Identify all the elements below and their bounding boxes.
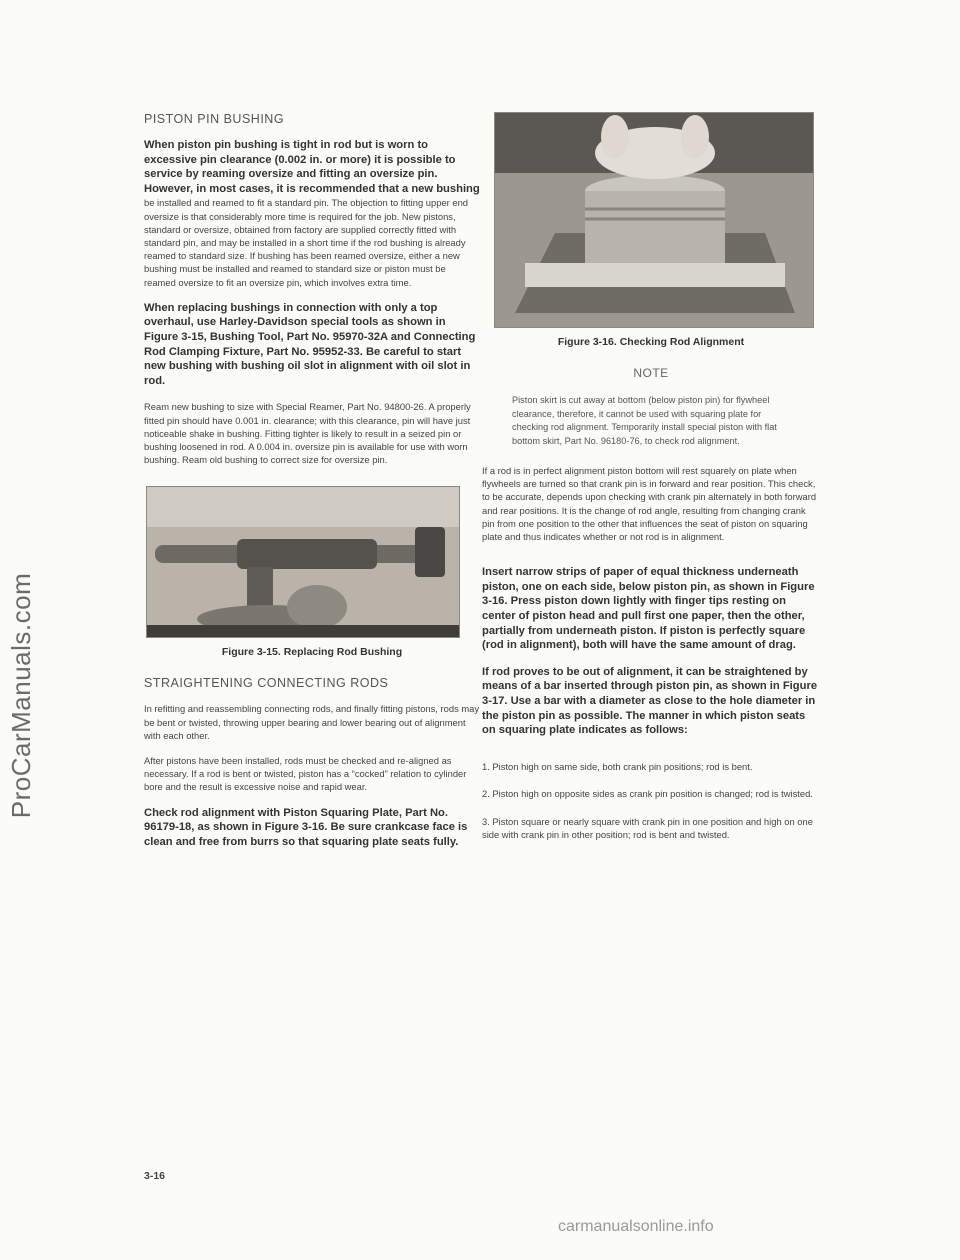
- right-column: [482, 112, 820, 856]
- rod-bushing-tool-illustration: [147, 487, 459, 637]
- figure-3-15-image: [146, 486, 460, 638]
- left-column: [144, 112, 480, 861]
- paragraph-refitting-rods: In refitting and reassembling connecting rods, and finally fitting pistons, rods may be bent or twisted, throwing upper bearing and lower bearing out of alignment with each other.: [144, 703, 480, 741]
- results-list: [482, 760, 820, 842]
- paragraph-straighten-rod: If rod proves to be out of alignment, it can be straightened by means of a bar inserted through piston pin, as shown in Figure 3-17. Use a bar with a diameter as close to the hole diameter in the piston pin as possible. The manner in which piston seats on squaring plate indicates as follows:: [482, 665, 818, 737]
- paragraph-bushing-fit: be installed and reamed to fit a standard pin. The objection to fitting upper end oversize is that considerably more time is required for the job. New pistons, standard or oversize, obtained from factory are supplied correctly fitted with standard pin, and may be installed in a short time if the rod bushing is already reamed to standard size. If bushing has been reamed oversize, either a new bushing must be installed and reamed to standard size or piston must be reamed oversize to fit an oversize pin, which involves extra time.: [144, 197, 469, 288]
- page-number: 3-16: [144, 1170, 166, 1182]
- figure-3-16-image: [494, 112, 814, 328]
- paragraph-perfect-alignment: If a rod is in perfect alignment piston bottom will rest squarely on plate when flywheels are turned so that crank pin is in forward and rear position. This check, to be accurate, depends upon checking with crank pin alternately in both forward and rear positions. It is the change of rod angle, resulting from changing crank pin from one position to the other that influences the seat of piston on squaring plate and thus indicates whether or not rod is in alignment.: [482, 465, 817, 543]
- piston-squaring-illustration: [495, 113, 813, 327]
- note-title: NOTE: [633, 366, 669, 380]
- paragraph-ream-bushing: Ream new bushing to size with Special Reamer, Part No. 94800-26. A properly fitted pin should have 0.001 in. clearance; with this clearance, pin will have just noticeable shake in bushing. Fitting tighter is likely to result in a seized pin or bushing loosened in rod. A 0.004 in. oversize pin is available for use with worn bushing. Ream old bushing to correct size for oversize pin.: [144, 401, 471, 466]
- paragraph-realign-rods: After pistons have been installed, rods must be checked and re-aligned as necessary. If a rod is bent or twisted, piston has a “cocked” relation to cylinder bore and the result is excessive noise and rapid wear.: [144, 754, 467, 793]
- paragraph-paper-strips: Insert narrow strips of paper of equal thickness underneath piston, one on each side, below piston pin, as shown in Figure 3-16. Press piston down lightly with finger tips resting on center of piston head and pull first one paper, then the other, partially from underneath piston. If piston is perfectly square (rod in alignment), both will have the same amount of drag.: [482, 566, 815, 652]
- list-item: 1. Piston high on same side, both crank pin positions; rod is bent.: [482, 760, 753, 772]
- paragraph-check-alignment: Check rod alignment with Piston Squaring Plate, Part No. 96179-18, as shown in Figure 3-16. Be sure crankcase face is clean and free from burrs so that squaring plate seats fully.: [144, 806, 468, 848]
- list-item: 3. Piston square or nearly square with crank pin in one position and high on one side with crank pin in other position; rod is bent and twisted.: [482, 815, 813, 841]
- figure-3-16-caption: Figure 3-16. Checking Rod Alignment: [557, 336, 745, 348]
- paragraph-bushing-worn: When piston pin bushing is tight in rod but is worn to excessive pin clearance (0.002 in. or more) it is possible to service by reaming oversize and fitting an oversize pin. However, in most cases, it is recommended that a new bushing: [144, 139, 480, 195]
- side-watermark: [2, 560, 42, 1260]
- section-title-straightening-rods: STRAIGHTENING CONNECTING RODS: [144, 676, 389, 691]
- section-title-piston-pin-bushing: PISTON PIN BUSHING: [144, 112, 285, 126]
- list-item: 2. Piston high on opposite sides as crank pin position is changed; rod is twisted.: [482, 788, 813, 800]
- footer-watermark: carmanualsonline.info: [558, 1218, 714, 1235]
- paragraph-replacing-bushings: When replacing bushings in connection with only a top overhaul, use Harley-Davidson special tools as shown in Figure 3-15, Bushing Tool, Part No. 95970-32A and Connecting Rod Clamping Fixture, Part No. 95952-33. Be careful to start new bushing with bushing oil slot in alignment with oil slot in rod.: [144, 301, 476, 387]
- figure-3-15-caption: Figure 3-15. Replacing Rod Bushing: [221, 646, 403, 659]
- side-watermark-text: ProCarManuals.com: [6, 572, 37, 819]
- note-text: Piston skirt is cut away at bottom (below piston pin) for flywheel clearance, therefore, it cannot be used with squaring plate for checking rod alignment. Temporarily install special piston with flat bottom skirt, Part No. 96180-76, to check rod alignment.: [512, 395, 777, 446]
